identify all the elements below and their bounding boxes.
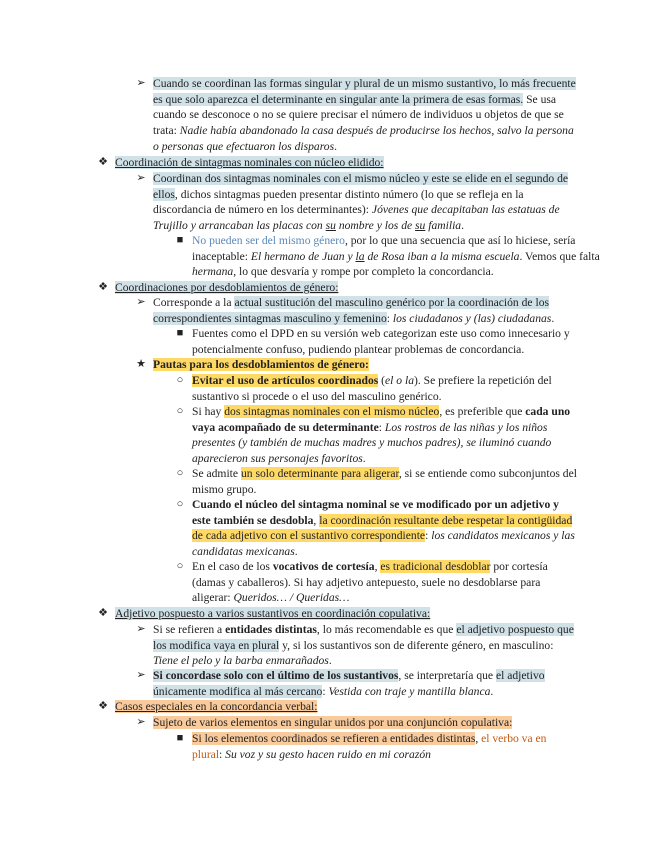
text-run: Cuando el núcleo del sintagma nominal se ve modificado por un adjetivo y este también se desdobla: [192, 498, 559, 527]
text-run: familia: [425, 219, 462, 233]
text-run: , es preferible que: [439, 405, 526, 418]
star-bullet-icon: ★: [136, 358, 146, 370]
list-item: [136, 171, 578, 234]
text-run: Tiene el pelo y la barba enmarañados: [153, 654, 329, 668]
text-run: hermana: [192, 265, 234, 279]
text-run: Jóvenes que decapitaban las estatuas de Trujillo y arrancaban las placas con: [153, 203, 560, 233]
list-item: [136, 357, 578, 373]
text-run: , se interpretaría que: [398, 669, 496, 682]
list-item-text: [153, 77, 576, 153]
text-run: , lo más recomendable es que: [316, 623, 457, 636]
text-run: Coordinaciones por desdoblamientos de género:: [115, 281, 339, 294]
text-run: cada uno vaya acompañado de su determinante: [192, 405, 571, 434]
text-run: Si los elementos coordinados se refieren a entidades distintas: [192, 732, 476, 745]
text-run: , lo que desvaría y rompe por completo la concordancia.: [233, 265, 494, 279]
text-run: Si concordase solo con el último de los sustantivos: [153, 669, 399, 682]
list-item-text: [153, 716, 512, 729]
text-run: por cortesía (damas y caballeros). Si hay adjetivo antepuesto, suele no desdoblarse para aligerar:: [192, 560, 548, 605]
text-run: ). Se prefiere la repetición del sustantivo si procede o el uso del masculino genérico.: [192, 374, 552, 403]
text-run: de Rosa iban a la misma escuela: [364, 249, 520, 263]
section-heading-text: [115, 281, 338, 294]
text-run: Nadie había abandonado la casa después de producirse los hechos, salvo la persona o personas que efectuaron los disparos: [153, 124, 574, 153]
list-item: [136, 715, 578, 731]
list-item: [136, 668, 578, 699]
list-item-text: [153, 358, 369, 371]
text-run: su: [415, 219, 426, 233]
text-run: Corresponde a la: [153, 296, 235, 309]
text-run: , por lo que una secuencia que así lo hiciese, sería inaceptable:: [192, 234, 576, 263]
text-run: ,: [475, 732, 482, 745]
arrow-bullet-icon: ➢: [136, 296, 146, 308]
text-run: entidades distintas: [225, 623, 317, 636]
text-run: Evitar el uso de artículos coordinados: [192, 374, 379, 387]
circle-bullet-icon: ○: [176, 374, 184, 386]
square-bullet-icon: ■: [176, 732, 184, 744]
text-run: Coordinación de sintagmas nominales con núcleo elidido:: [115, 156, 384, 169]
text-run: Sujeto de varios elementos en singular unidos por una conjunción copulativa:: [153, 716, 513, 729]
text-run: la coordinación resultante debe respetar la contigüidad de cada adjetivo con el sustantivo correspondiente: [192, 513, 573, 543]
text-run: (: [378, 374, 386, 387]
circle-bullet-icon: ○: [176, 467, 184, 479]
list-item: [136, 76, 578, 155]
text-run: .: [294, 545, 298, 559]
arrow-bullet-icon: ➢: [136, 669, 146, 681]
list-item-text: [192, 405, 570, 465]
text-run: .: [490, 684, 494, 698]
text-run: los ciudadanos y (las) ciudadanas: [392, 311, 552, 325]
list-item-text: [192, 374, 552, 403]
text-run: y, si los sustantivos son de diferente género, en masculino:: [279, 638, 554, 652]
diamond-bullet-icon: ❖: [98, 156, 108, 168]
section-heading: [98, 280, 595, 296]
text-run: .: [551, 311, 555, 325]
list-item: [176, 326, 582, 357]
list-item-text: [192, 327, 570, 356]
section-heading-text: [115, 156, 384, 169]
section-heading: [98, 699, 595, 715]
text-run: Pautas para los desdoblamientos de género:: [153, 358, 369, 371]
circle-bullet-icon: ○: [176, 498, 184, 510]
circle-bullet-icon: ○: [176, 405, 184, 417]
list-item-text: [153, 623, 574, 667]
circle-bullet-icon: ○: [176, 560, 184, 572]
text-run: el verbo va en plural: [192, 732, 547, 761]
text-run: dos sintagmas nominales con el mismo núcleo: [224, 405, 440, 418]
list-item: [176, 497, 577, 560]
list-item-text: [192, 560, 548, 604]
list-item: [176, 404, 582, 467]
arrow-bullet-icon: ➢: [136, 172, 146, 184]
text-run: Fuentes como el DPD en su versión web categorizan este uso como innecesario y potencialmente confuso, pudiendo plantear problemas de concordancia.: [192, 327, 570, 356]
text-run: :: [425, 529, 432, 543]
text-run: es tradicional desdoblar: [380, 560, 491, 573]
list-item: [176, 731, 572, 762]
text-run: :: [322, 684, 329, 698]
text-run: los candidatos mexicanos y las candidatas mexicanas: [192, 529, 575, 559]
text-run: Los rostros de las niñas y los niños presentes (y también de muchas madres y muchos padres), se iluminó cuando aparecieron sus personajes favoritos: [192, 420, 552, 466]
text-run: actual sustitución del masculino genérico por la coordinación de los correspondientes sintagmas masculino y femenino: [153, 296, 550, 325]
text-run: Adjetivo pospuesto a varios sustantivos en coordinación copulativa:: [115, 607, 431, 620]
diamond-bullet-icon: ❖: [98, 281, 108, 293]
list-item-text: [153, 296, 554, 325]
list-item-text: [192, 234, 600, 278]
list-item: [136, 622, 578, 669]
text-run: :: [378, 420, 385, 434]
arrow-bullet-icon: ➢: [136, 77, 146, 89]
section-heading-text: [115, 607, 430, 620]
text-run: Cuando se coordinan las formas singular y plural de un mismo sustantivo, lo más frecuente es que solo aparezca el determinante en singular ante la primera de esas formas.: [153, 77, 576, 106]
text-run: Coordinan dos sintagmas nominales con el mismo núcleo y este se elide en el segundo de ellos: [153, 172, 569, 201]
text-run: :: [219, 747, 226, 761]
text-run: Su voz y su gesto hacen ruido en mi corazón: [225, 747, 431, 761]
text-run: vocativos de cortesía: [272, 560, 375, 573]
text-run: el adjetivo únicamente modifica al más cercano: [153, 669, 545, 698]
text-run: ,: [313, 513, 320, 527]
text-run: .: [334, 139, 337, 153]
text-run: Se usa cuando se desconoce o no se quiere precisar el número de individuos u objetos de que se trata:: [153, 92, 564, 138]
text-run: .: [461, 219, 465, 233]
arrow-bullet-icon: ➢: [136, 623, 146, 635]
text-run: el adjetivo pospuesto que los modifica vaya en plural: [153, 623, 574, 652]
text-run: .: [328, 654, 332, 668]
text-run: Queridos… / Queridas…: [233, 591, 350, 605]
list-item-text: [192, 467, 577, 496]
text-run: el o la: [385, 374, 415, 387]
diamond-bullet-icon: ❖: [98, 607, 108, 619]
list-item-text: [153, 669, 545, 698]
list-item-text: [192, 498, 575, 558]
text-run: Si hay: [192, 405, 225, 418]
text-run: No pueden ser del mismo género: [192, 234, 345, 247]
text-run: nombre y los de: [335, 219, 416, 233]
text-run: Vestida con traje y mantilla blanca: [328, 684, 491, 698]
text-run: , si se entiende como subconjuntos del mismo grupo.: [192, 467, 577, 496]
arrow-bullet-icon: ➢: [136, 716, 146, 728]
list-item-text: [192, 732, 546, 761]
text-run: El hermano de Juan y: [250, 249, 356, 263]
text-run: , dichos sintagmas pueden presentar distinto número (lo que se refleja en la discordancia de número en los determinantes):: [153, 187, 524, 217]
text-run: .: [362, 452, 366, 466]
text-run: En el caso de los: [192, 560, 273, 573]
square-bullet-icon: ■: [176, 327, 184, 339]
section-heading: [98, 155, 595, 171]
text-run: ,: [374, 560, 381, 573]
text-run: Si se refieren a: [153, 623, 226, 636]
text-run: Se admite: [192, 467, 241, 480]
square-bullet-icon: ■: [176, 234, 184, 246]
section-heading: [98, 606, 595, 622]
list-item: [176, 559, 577, 606]
list-item-text: [153, 172, 568, 232]
text-run: Casos especiales en la concordancia verbal:: [115, 700, 318, 713]
text-run: :: [386, 311, 393, 325]
text-run: un solo determinante para aligerar: [240, 467, 399, 480]
list-item: [176, 466, 577, 497]
section-heading-text: [115, 700, 317, 713]
text-run: su: [325, 219, 336, 233]
diamond-bullet-icon: ❖: [98, 700, 108, 712]
text-run: la: [355, 249, 365, 263]
list-item: [136, 295, 578, 326]
list-item: [176, 233, 607, 280]
text-run: . Vemos que falta: [519, 249, 600, 263]
list-item: [176, 373, 577, 404]
